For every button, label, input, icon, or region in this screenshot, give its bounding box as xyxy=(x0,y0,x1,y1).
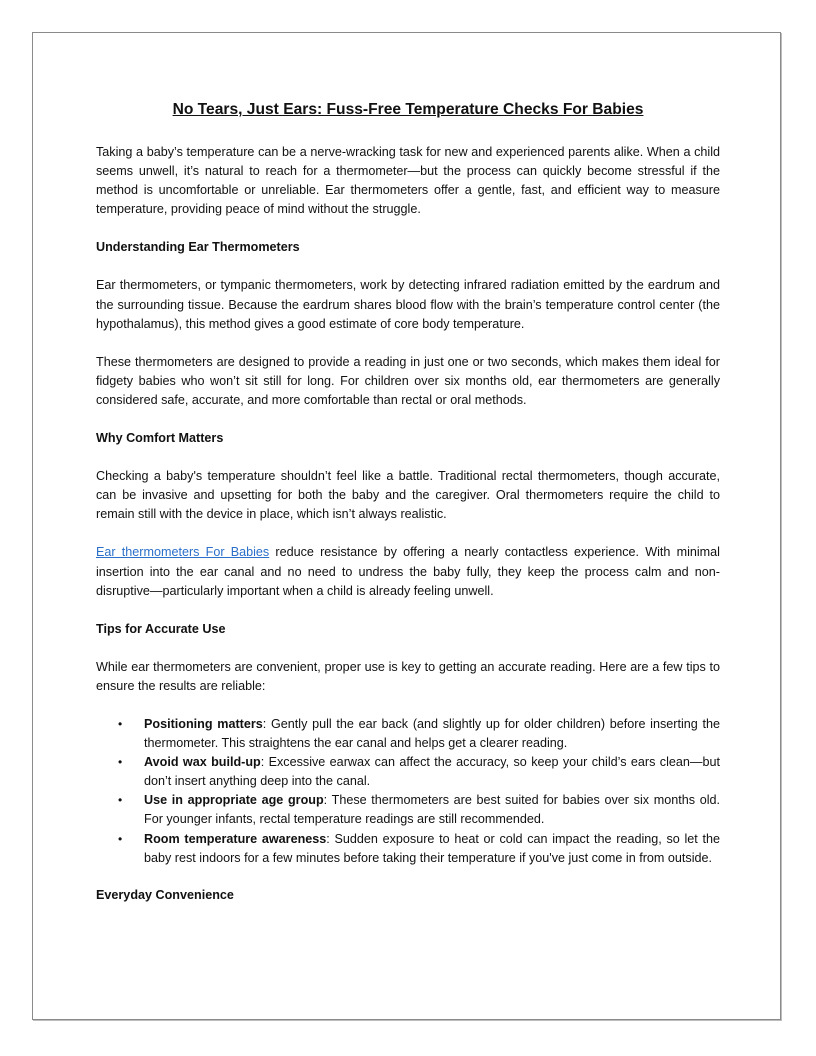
understanding-paragraph-2: These thermometers are designed to provide a reading in just one or two seconds, which makes them ideal for fidgety babies who won’t sit still for long. For children over six months old, ear thermometers are generally considered safe, accurate, and more comfortable than rectal or oral methods. xyxy=(96,354,720,407)
tip-text: : These thermometers are best suited for babies over six months old. For younger infants, rectal temperature readings are still recommended. xyxy=(144,793,721,827)
intro-paragraph: Taking a baby’s temperature can be a nerve-wracking task for new and experienced parents alike. When a child seems unwell, it’s natural to reach for a thermometer—but the process can quickly become stressful if the method is uncomfortable or unreliable. Ear thermometers offer a gentle, fast, and efficient way to measure temperature, providing peace of mind without the struggle. xyxy=(96,145,720,217)
list-item xyxy=(96,830,720,868)
comfort-paragraph-2-text: reduce resistance by offering a nearly contactless experience. With minimal insertion into the ear canal and no need to undress the baby fully, they keep the process calm and non-disruptive—particularly important when a child is already feeling unwell. xyxy=(96,545,720,598)
section-heading-comfort: Why Comfort Matters xyxy=(96,431,224,446)
list-item xyxy=(96,753,720,791)
document-title: No Tears, Just Ears: Fuss-Free Temperature Checks For Babies xyxy=(172,101,644,118)
comfort-paragraph-1: Checking a baby's temperature shouldn’t feel like a battle. Traditional rectal thermometers, though accurate, can be invasive and upsetting for both the baby and the caregiver. Oral thermometers require the child to remain still with the device in place, which isn’t always realistic. xyxy=(96,469,720,522)
tip-text: : Sudden exposure to heat or cold can impact the reading, so let the baby rest indoors for a few minutes before taking their temperature if you've just come in from outside. xyxy=(144,831,720,865)
tip-label: Room temperature awareness xyxy=(144,831,327,846)
bullet-icon: • xyxy=(118,831,123,846)
section-heading-convenience: Everyday Convenience xyxy=(96,887,234,902)
tips-intro-paragraph: While ear thermometers are convenient, proper use is key to getting an accurate reading. Here are a few tips to ensure the results are reliable: xyxy=(96,659,720,693)
understanding-paragraph-1: Ear thermometers, or tympanic thermometers, work by detecting infrared radiation emitted by the eardrum and the surrounding tissue. Because the eardrum shares blood flow with the brain’s temperature control center (the hypothalamus), this method gives a good estimate of core body temperature. xyxy=(96,278,720,331)
section-heading-tips: Tips for Accurate Use xyxy=(96,621,226,636)
tip-text: : Gently pull the ear back (and slightly up for older children) before inserting the thermometer. This straightens the ear canal and helps get a clearer reading. xyxy=(144,716,720,751)
bullet-icon: • xyxy=(118,793,123,808)
tip-label: Positioning matters xyxy=(144,716,263,731)
tip-label: Avoid wax build-up xyxy=(144,755,261,770)
list-item xyxy=(96,715,720,753)
tip-label: Use in appropriate age group xyxy=(144,793,324,808)
bullet-icon: • xyxy=(118,755,123,770)
tips-list xyxy=(96,715,720,868)
section-heading-understanding: Understanding Ear Thermometers xyxy=(96,240,300,255)
ear-thermometers-link[interactable]: Ear thermometers For Babies xyxy=(96,545,270,560)
bullet-icon: • xyxy=(118,716,123,731)
list-item xyxy=(96,791,720,829)
document-body xyxy=(96,100,720,924)
tip-text: : Excessive earwax can affect the accuracy, so keep your child’s ears clean—but don’t insert anything deep into the canal. xyxy=(144,755,720,789)
comfort-paragraph-2 xyxy=(96,543,720,600)
